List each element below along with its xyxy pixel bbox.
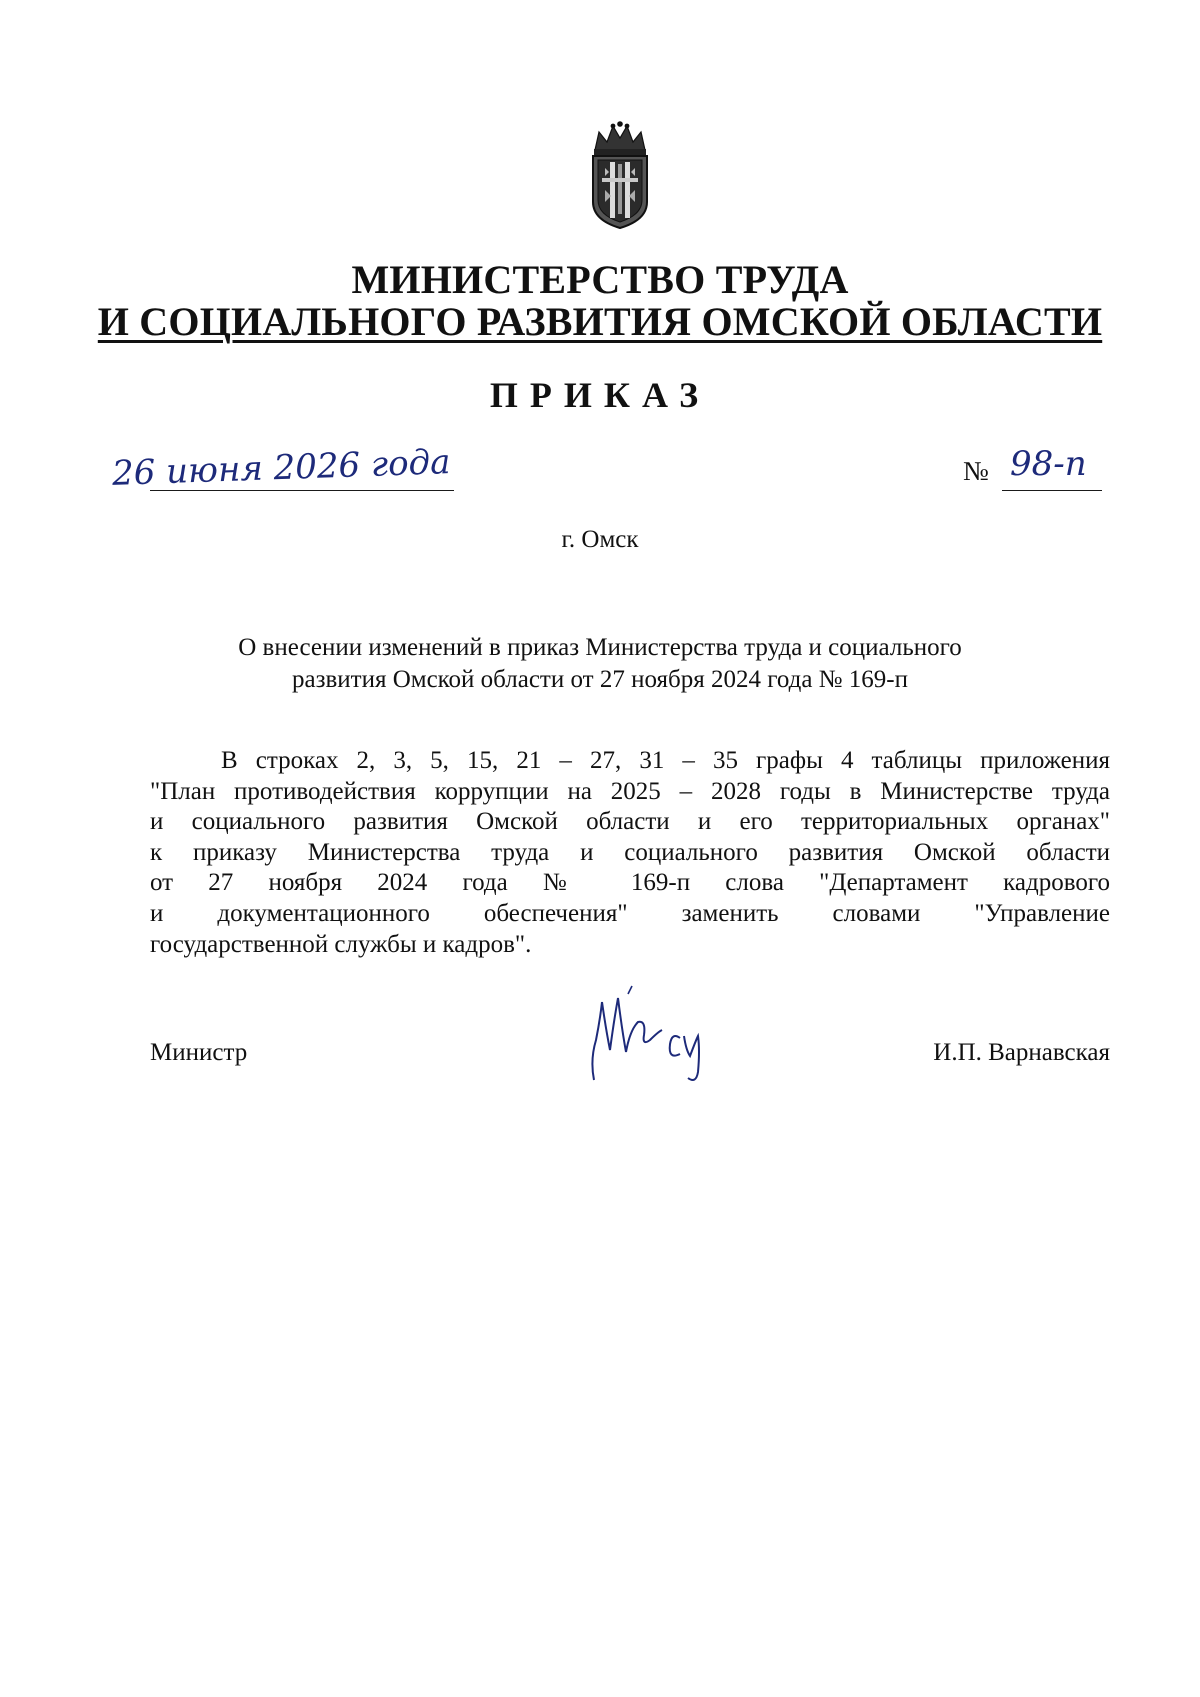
- ministry-name-line1: МИНИСТЕРСТВО ТРУДА: [351, 257, 849, 302]
- body-line: В строках 2, 3, 5, 15, 21 – 27, 31 – 35 графы 4 таблицы приложения: [221, 747, 1110, 774]
- body-line: государственной службы и кадров".: [150, 930, 532, 958]
- ministry-name-line2-text: И СОЦИАЛЬНОГО РАЗВИТИЯ ОМСКОЙ ОБЛАСТИ: [97, 299, 1103, 344]
- number-label: №: [963, 456, 989, 486]
- body-line: "План противодействия коррупции на 2025 – 2028 годы в Министерстве труда: [150, 777, 1110, 805]
- ministry-name-line2: [0, 300, 1200, 344]
- order-body-text: [150, 746, 1110, 960]
- handwritten-signature: [588, 980, 768, 1090]
- body-line: и документационного обеспечения" заменить словами "Управление: [150, 899, 1110, 927]
- body-line: к приказу Министерства труда и социального развития Омской области: [150, 838, 1110, 866]
- document-type-title: ПРИКАЗ: [489, 375, 711, 415]
- coat-of-arms-emblem: [585, 120, 655, 230]
- subject-line-2: развития Омской области от 27 ноября 2024 года № 169-п: [291, 666, 908, 693]
- date-underline: [150, 490, 454, 491]
- minister-position-label: Министр: [150, 1039, 248, 1066]
- handwritten-number: 98-п: [1010, 444, 1087, 484]
- city-label: г. Омск: [561, 526, 639, 553]
- signer-name: И.П. Варнавская: [933, 1039, 1110, 1066]
- number-underline: [1002, 490, 1102, 491]
- subject-line-1: О внесении изменений в приказ Министерства труда и социального: [238, 634, 962, 661]
- handwritten-date: 26 июня 2026 года: [111, 442, 452, 494]
- body-line: и социального развития Омской области и его территориальных органах": [150, 808, 1110, 836]
- body-line: от 27 ноября 2024 года № 169-п слова "Департамент кадрового: [150, 869, 1110, 897]
